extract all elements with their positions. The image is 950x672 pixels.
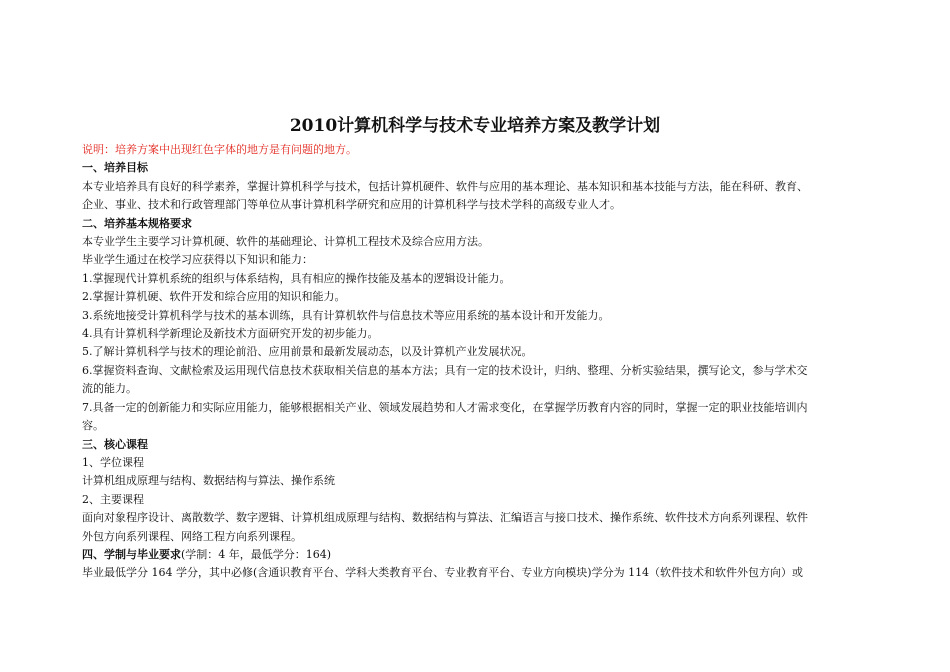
section-heading-basic-requirements: 二、培养基本规格要求 [82, 216, 192, 230]
list-item: 3.系统地接受计算机科学与技术的基本训练，具有计算机软件与信息技术等应用系统的基本设计和开发能力。 [82, 308, 610, 322]
paragraph-line: 计算机组成原理与结构、数据结构与算法、操作系统 [82, 474, 335, 488]
section-heading-duration: 四、学制与毕业要求 [82, 547, 181, 561]
document-title: 2010计算机科学与技术专业培养方案及教学计划 [289, 116, 661, 136]
subheading-degree-courses: 1、学位课程 [82, 455, 144, 469]
list-item: 1.掌握现代计算机系统的组织与体系结构，具有相应的操作技能及基本的逻辑设计能力。 [82, 271, 511, 285]
paragraph-line: 本专业培养具有良好的科学素养，掌握计算机科学与技术，包括计算机硬件、软件与应用的基本理论、基本知识和基本技能与方法，能在科研、教育、 [82, 179, 808, 193]
paragraph-line: 面向对象程序设计、离散数学、数字逻辑、计算机组成原理与结构、数据结构与算法、汇编语言与接口技术、操作系统、软件技术方向系列课程、软件 [82, 511, 808, 525]
list-item: 2.掌握计算机硬、软件开发和综合应用的知识和能力。 [82, 290, 346, 304]
paragraph-line: 毕业最低学分 164 学分，其中必修(含通识教育平台、学科大类教育平台、专业教育平台、专业方向模块)学分为 114（软件技术和软件外包方向）或 [82, 566, 804, 580]
document-body [82, 141, 872, 583]
section-heading-core-courses: 三、核心课程 [82, 437, 148, 451]
list-item: 5.了解计算机科学与技术的理论前沿、应用前景和最新发展动态，以及计算机产业发展状况。 [82, 345, 533, 359]
list-item: 6.掌握资料查询、文献检索及运用现代信息技术获取相关信息的基本方法；具有一定的技术设计，归纳、整理、分析实验结果，撰写论文，参与学术交 [82, 363, 808, 377]
paragraph-line: 企业、事业、技术和行政管理部门等单位从事计算机科学研究和应用的计算机科学与技术学科的高级专业人才。 [82, 198, 621, 212]
list-item-continuation: 容。 [82, 419, 104, 433]
duration-credits-text: (学制：4 年，最低学分：164) [181, 547, 332, 561]
list-item: 4.具有计算机科学新理论及新技术方面研究开发的初步能力。 [82, 327, 379, 341]
list-item-continuation: 流的能力。 [82, 382, 137, 396]
section-heading-training-objective: 一、培养目标 [82, 161, 148, 175]
paragraph-line: 毕业学生通过在校学习应获得以下知识和能力： [82, 253, 313, 267]
paragraph-line: 外包方向系列课程、网络工程方向系列课程。 [82, 529, 302, 543]
paragraph-line: 本专业学生主要学习计算机硬、软件的基础理论、计算机工程技术及综合应用方法。 [82, 235, 489, 249]
section-heading-line-duration [82, 546, 872, 564]
note-text: 说明：培养方案中出现红色字体的地方是有问题的地方。 [82, 143, 357, 156]
subheading-main-courses: 2、主要课程 [82, 492, 144, 506]
list-item: 7.具备一定的创新能力和实际应用能力，能够根据相关产业、领域发展趋势和人才需求变化，在掌握学历教育内容的同时，掌握一定的职业技能培训内 [82, 400, 808, 414]
